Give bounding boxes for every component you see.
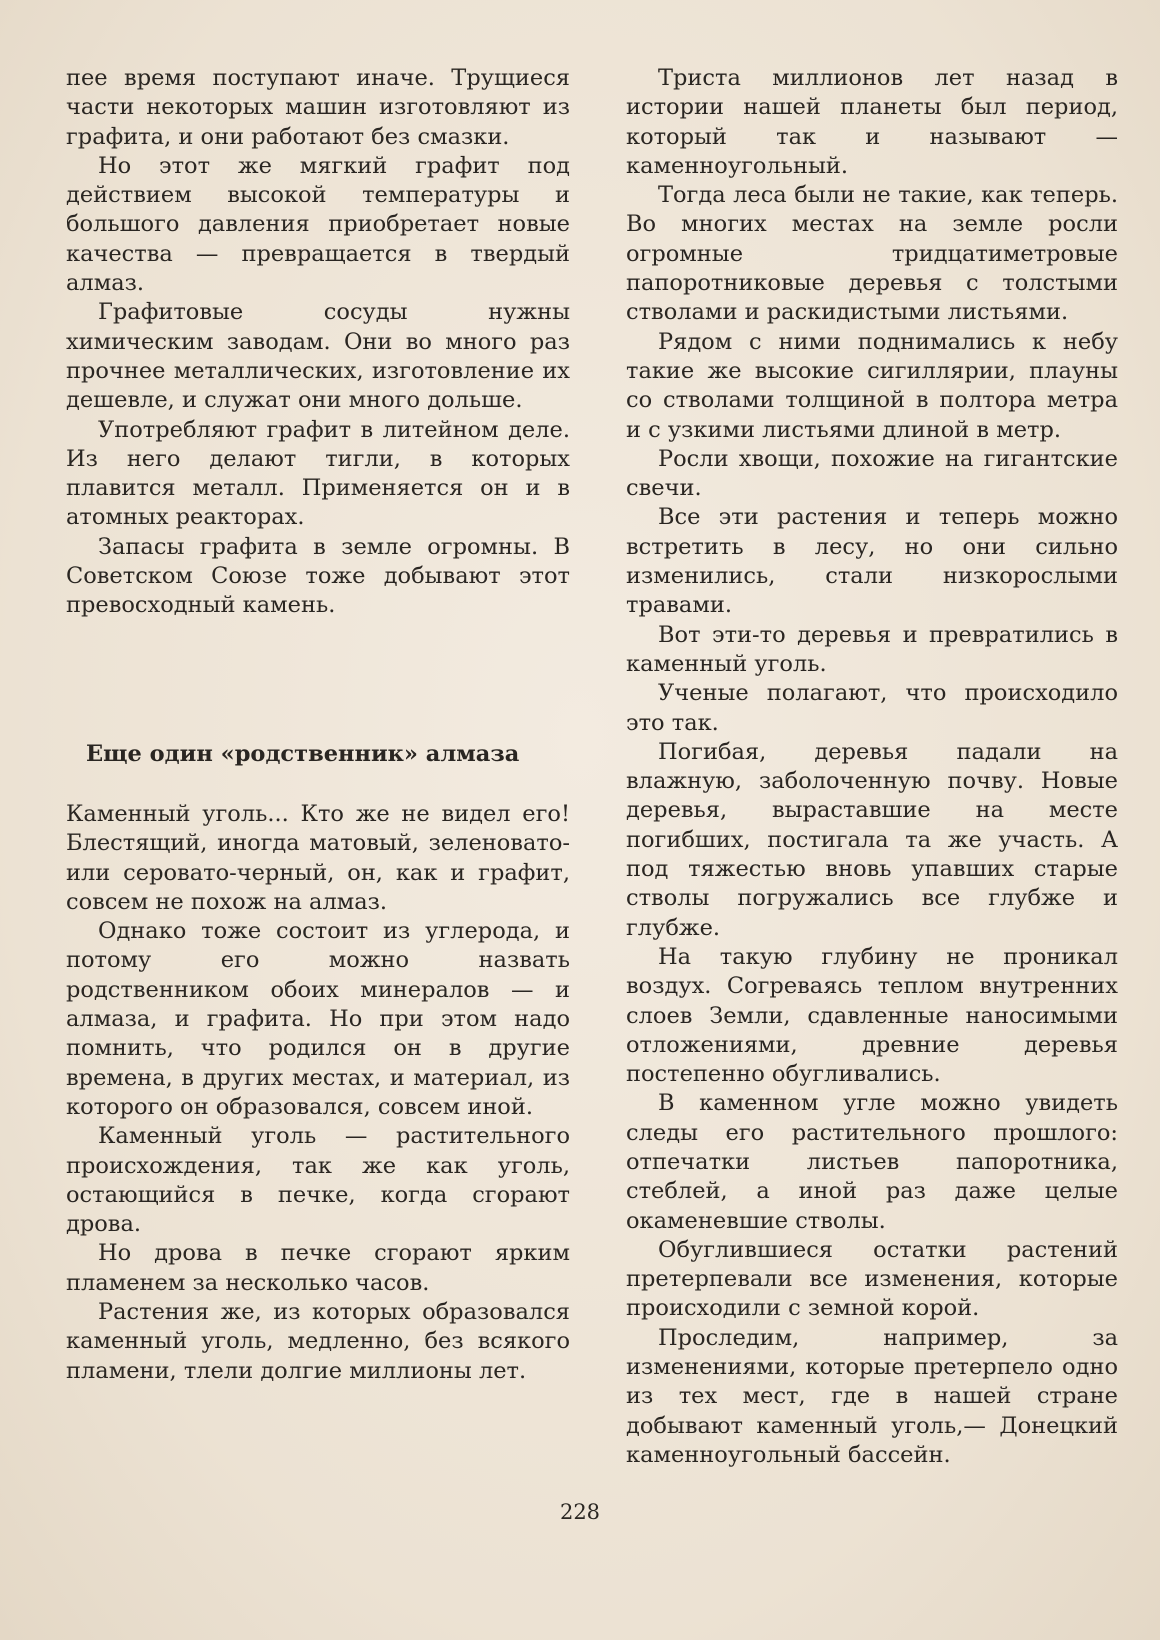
paragraph: Погибая, деревья падали на влажную, заболоченную почву. Новые деревья, выраставшие на месте погибших, постигала та же участь. А под тяжестью вновь упавших старые стволы погружались все глубже и глубже. <box>626 738 1118 941</box>
paragraph: Растения же, из которых образовался каменный уголь, медленно, без всякого пламени, тлели долгие миллионы лет. <box>66 1299 570 1384</box>
paragraph: пее время поступают иначе. Трущиеся части некоторых машин изготовляют из графита, и они работают без смазки. <box>66 65 570 150</box>
paragraph: Ученые полагают, что происходило это так. <box>626 680 1118 736</box>
paragraph: Вот эти-то деревья и превратились в каменный уголь. <box>626 621 1118 677</box>
left-column-top <box>66 64 570 621</box>
paragraph: Росли хвощи, похожие на гигантские свечи. <box>626 445 1118 502</box>
right-column <box>626 64 1118 1470</box>
paragraph: Употребляют графит в литейном деле. Из него делают тигли, в которых плавится металл. Применяется он и в атомных реакторах. <box>66 416 570 531</box>
paragraph: Каменный уголь... Кто же не видел его! Блестящий, иногда матовый, зеленовато- или серовато-черный, он, как и графит, совсем не похож на алмаз. <box>66 801 570 915</box>
paragraph: В каменном угле можно увидеть следы его растительного прошлого: отпечатки листьев папоротника, стеблей, а иной раз даже целые окаменевшие стволы. <box>626 1090 1118 1234</box>
paragraph: Все эти растения и теперь можно встретить в лесу, но они сильно изменились, стали низкорослыми травами. <box>626 504 1118 619</box>
paragraph: Каменный уголь — растительного происхождения, так же как уголь, остающийся в печке, когда сгорают дрова. <box>66 1123 570 1238</box>
paragraph: Триста миллионов лет назад в истории нашей планеты был период, который так и называют — каменноугольный. <box>626 65 1118 179</box>
section-heading: Еще один «родственник» алмаза <box>86 741 520 767</box>
page-number: 228 <box>559 1500 601 1524</box>
paragraph: Графитовые сосуды нужны химическим заводам. Они во много раз прочнее металлических, изготовление их дешевле, и служат они много дольше. <box>66 299 570 414</box>
paragraph: Проследим, например, за изменениями, которые претерпело одно из тех мест, где в нашей стране добывают каменный уголь,— Донецкий каменноугольный бассейн. <box>626 1324 1118 1468</box>
paragraph: На такую глубину не проникал воздух. Согреваясь теплом внутренних слоев Земли, сдавленные наносимыми отложениями, древние деревья постепенно обугливались. <box>626 943 1118 1088</box>
paragraph: Тогда леса были не такие, как теперь. Во многих местах на земле росли огромные тридцатиметровые папоротниковые деревья с толстыми стволами и раскидистыми листьями. <box>626 182 1118 326</box>
left-column-bottom <box>66 800 570 1386</box>
paragraph: Но дрова в печке сгорают ярким пламенем за несколько часов. <box>66 1240 570 1296</box>
paragraph: Но этот же мягкий графит под действием высокой температуры и большого давления приобретает новые качества — превращается в твердый алмаз. <box>66 152 570 297</box>
paragraph: Запасы графита в земле огромны. В Советском Союзе тоже добывают этот превосходный камень. <box>66 533 570 619</box>
paragraph: Обуглившиеся остатки растений претерпевали все изменения, которые происходили с земной корой. <box>626 1236 1118 1322</box>
paragraph: Рядом с ними поднимались к небу такие же высокие сигиллярии, плауны со стволами толщиной в полтора метра и с узкими листьями длиной в метр. <box>626 328 1118 443</box>
paragraph: Однако тоже состоит из углерода, и потому его можно назвать родственником обоих минералов — и алмаза, и графита. Но при этом надо помнить, что родился он в другие времена, в других местах, и материал, из которого он образовался, совсем иной. <box>66 918 570 1120</box>
